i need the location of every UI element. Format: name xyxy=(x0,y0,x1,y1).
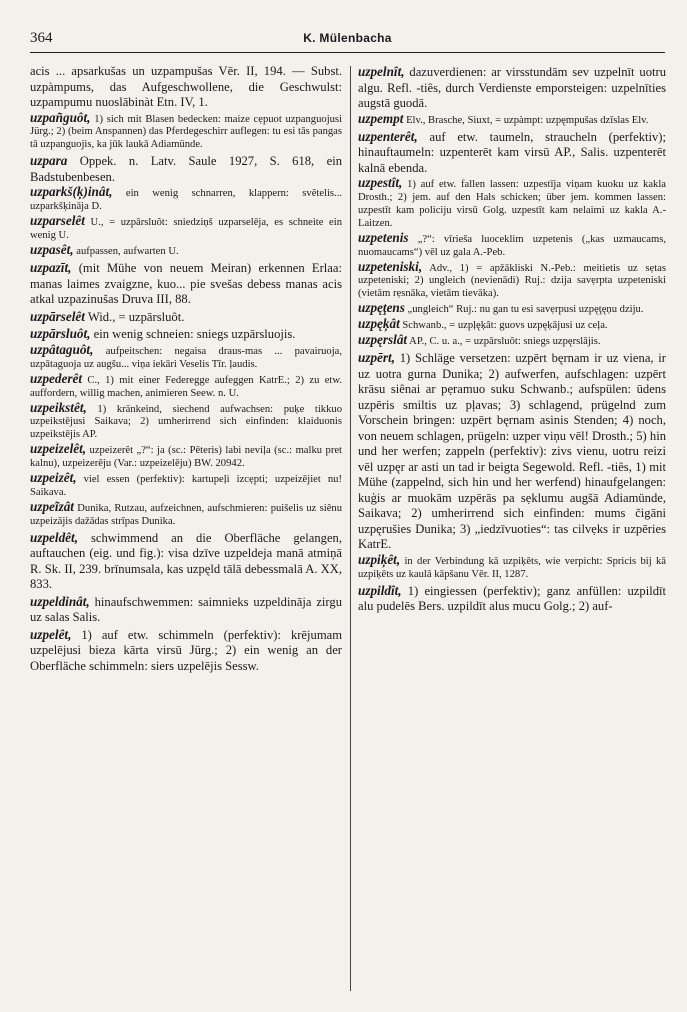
entry-headword: uzpenterêt, xyxy=(358,128,418,144)
entry-body: Adv., 1) = apžākliski N.-Peb.: meitietis uz sẹtas uzpeteniski; 2) ungleich (nevienādi) Ruj.: dzija savẹrpta uzpeteniski (vietām rẹsnāka, vietām tievāka). xyxy=(358,262,666,300)
entry-body: U., = uzpārsluôt: sniedziņš uzparselēja, es schneite ein wenig U. xyxy=(30,217,342,242)
entry-body: AP., C. u. a., = uzpārsluôt: sniegs uzpęrslājis. xyxy=(407,336,601,348)
entry-headword: uzpęţens xyxy=(358,300,405,316)
entry-body: (mit Mühe von neuem Meiran) erkennen Erlaa: manas laimes zvaigzne, kuo... pie svešas debess manas acis atkal uzpazinušas Druva III, 88. xyxy=(30,261,342,306)
entry-headword: uzpārselêt xyxy=(30,308,85,324)
entry-body: „?“: vīriešа luoceklim uzpetenis („kas uzmaucams, nuomaucams“) vēl uz gala A.-Peb. xyxy=(358,233,666,258)
entry-body: ein wenig schneien: sniegs uzpārsluojis. xyxy=(90,327,296,342)
page-number: 364 xyxy=(30,30,53,46)
entry-body: 1) kränkeind, siechend aufwachsen: puķe tikkuo uzpeikstējusi Saikava; 2) umherirrend sich einfinden: klaiduonis uzpeikstējis AP. xyxy=(30,403,342,441)
dictionary-entry xyxy=(358,64,666,112)
entry-body: 1) eingiessen (perfektiv); ganz anfüllen: uzpildīt alu pudelēs Bers. uzpildīt alus mucu Golg.; 2) auf- xyxy=(358,583,666,614)
entry-body: 1) auf etw. schimmeln (perfektiv): krējumam uzpelējusi bieza kārta virsū Jürg.; 2) ein wenig an der Oberfläche schimmeln: siers uzpelējis Sessw. xyxy=(30,627,342,673)
dictionary-entry xyxy=(30,215,342,243)
dictionary-entry xyxy=(358,110,666,128)
entry-headword: uzpārsluôt, xyxy=(30,326,91,342)
entry-headword: uzpetenis xyxy=(358,229,409,245)
page-header xyxy=(30,30,665,53)
dictionary-entry xyxy=(358,318,666,333)
entry-body: schwimmend an die Oberfläche gelangen, auftauchen (eig. und fig.): visa dzīve uzpeldeja manā atmiņā R. Sk. II, 239. brīnumsala, kas uzpęld tālā debessmalā A. XX, 833. xyxy=(30,530,342,592)
entry-headword: uzparselêt xyxy=(30,213,85,229)
dictionary-entry xyxy=(358,350,666,553)
dictionary-entry xyxy=(358,229,666,260)
dictionary-entry xyxy=(358,583,666,615)
dictionary-entry xyxy=(30,443,342,471)
entry-headword: uzpâtaguôt, xyxy=(30,342,94,358)
entry-body: C., 1) mit einer Federegge aufeggen KatrE.; 2) zu etw. auffordern, willig machen, animieren Seew. n. U. xyxy=(30,374,342,399)
entry-headword: uzpara xyxy=(30,153,68,169)
entry-body: aufpeitschen: negaisa draus-mas ... pavairuoja, uzpātaguoja uz augšu... viņa iekāri Veselis Tīr. ļaudis. xyxy=(30,346,342,370)
entry-headword: uzpērt, xyxy=(358,350,396,366)
entry-body: aufpassen, aufwarten U. xyxy=(73,246,179,258)
dictionary-entry xyxy=(30,186,342,214)
dictionary-entry xyxy=(30,370,342,401)
dictionary-entry xyxy=(358,129,666,177)
entry-headword: uzpañguôt, xyxy=(30,109,91,125)
entry-body: „ungleich“ Ruj.: nu gan tu esi savẹrpusi uzpęţęņu dziju. xyxy=(404,304,644,316)
dictionary-entry xyxy=(358,302,666,317)
dictionary-entry xyxy=(30,594,342,626)
entry-headword: uzpeĩzât xyxy=(30,498,74,514)
dictionary-entry xyxy=(30,109,342,152)
entry-headword: uzpeteniski, xyxy=(358,258,423,274)
dictionary-entry xyxy=(358,177,666,230)
entry-headword: uzpelêt, xyxy=(30,626,72,642)
entry-body: 1) auf etw. fallen lassen: uzpestīja viņam kuoku uz kakla Drosth.; 2) jem. auf den Hals schicken; über jem. kommen lassen: uzpestīt kam policiju virsū Golg. uzpestīt kam nelaimi uz kakla A.-Laitzen. xyxy=(358,179,666,229)
dictionary-entry xyxy=(358,258,666,301)
dictionary-entry xyxy=(30,344,342,372)
entry-headword: uzpeldêt, xyxy=(30,529,78,545)
entry-body: Elv., Brasche, Siuxt, = uzpàmpt: uzpęmpušas dzīslas Elv. xyxy=(403,114,649,126)
entry-headword: uzpeizelêt, xyxy=(30,441,87,457)
dictionary-entry xyxy=(30,309,342,326)
entry-headword: uzpeldinât, xyxy=(30,593,90,609)
entry-body: Wid., = uzpārsluôt. xyxy=(84,309,185,324)
entry-body: Schwanb., = uzpļęķât: guovs uzpęķājusi uz ceļa. xyxy=(399,320,608,332)
dictionary-entry xyxy=(358,334,666,349)
entry-body: hinaufschwemmen: saimnieks uzpeldināja zirgu uz salas Salis. xyxy=(30,594,342,625)
dictionary-entry xyxy=(30,244,342,259)
dictionary-entry xyxy=(358,551,666,582)
right-column xyxy=(358,64,666,999)
entry-headword: uzpęrslât xyxy=(358,332,408,348)
entry-body: 1) Schläge versetzen: uzpērt bęrnam ir uz viena, ir uz uotra gurna Dunika; 2) aufwerfen, aufschlagen: uzpērt krāsu siênai ar pẹramuo suku Schwanb.; aufspülen: ūdens uzpēris smiltis uz pļavas; 3) schlagend, prügelnd zum Vorschein bringen: uzpērt bęrnam asinis Stenden; 4) noch, von neuem schlagen, prügeln: uzper viņu vēl! Drosth.; 5) hin und her werfen; zappeln (perfektiv): zivs vienu, uotru reizi vēl uzpęr ar asti un tad ir beigta Segewold. Refl. -tiês, 1) mit Mühe (zappelnd, sich hin und her werfend) hinaufgelangen: kuģis ar muokām uzpērās pa sẹklumu augšā Adiamünde, Saikava; 2) umherirrend sich einfinden: mums čigāni uzpęrušies Dunika; 3) „iedzīvuoties“: tas cilvẹks ir uzpēries KatrE. xyxy=(358,351,666,552)
dictionary-entry xyxy=(30,153,342,185)
entry-body: viel essen (perfektiv): kartupeļi izcẹpti; uzpeizējiet nu! Saikava. xyxy=(30,473,342,498)
entry-headword: uzpeikstêt, xyxy=(30,399,87,415)
entry-body: Oppek. n. Latv. Saule 1927, S. 618, ein Badstubenbesen. xyxy=(30,154,342,184)
entry-headword: uzpasêt, xyxy=(30,242,74,258)
running-title: K. Mülenbacha xyxy=(303,31,392,45)
entry-body: in der Verbindung kā uzpiķēts, wie verpicht: Spricis bij kā uzpiķēts uz kaulā kāpšanu Vēr. II, 1287. xyxy=(358,555,666,580)
entry-body: dazuverdienen: ar virsstundām sev uzpelnīt uotru algu. Refl. -tiês, durch Verdienste emporsteigen: uzpelnīties augstā guodā. xyxy=(358,65,666,110)
entry-headword: uzpildît, xyxy=(358,582,402,598)
entry-body: Dunika, Rutzau, aufzeichnen, aufschmieren: puišelis uz siênu uzpeizājis dažādas strīpas Dunika. xyxy=(30,502,342,527)
dictionary-entry xyxy=(30,260,342,308)
entry-headword: uzpeizêt, xyxy=(30,469,77,485)
dictionary-entry xyxy=(30,627,342,675)
dictionary-entry xyxy=(30,64,342,111)
entry-headword: uzpelnît, xyxy=(358,64,405,79)
entry-headword: uzpiķêt, xyxy=(358,551,401,567)
column-divider xyxy=(350,66,351,991)
entry-body: uzpeizerêt „?“: ja (sc.: Pēteris) labi neviļa (sc.: malku pret kalnu), uzpeizerēju (Var.: uzpeizelēju) BW. 20942. xyxy=(30,445,342,469)
entry-headword: uzpestît, xyxy=(358,175,403,191)
entry-headword: uzparkš(ķ)inât, xyxy=(30,184,113,200)
dictionary-entry xyxy=(30,469,342,500)
entry-body: ein wenig schnarren, klappern: svẽtelis... uzparkšķināja D. xyxy=(30,188,342,213)
entry-body: acis ... apsarkušas un uzpampušas Vēr. II, 194. — Subst. uzpàmpums, das Aufgeschwollene, die Geschwulst: uzpampumu nuoslābinàt Etn. IV, 1. xyxy=(30,64,342,109)
dictionary-entry xyxy=(30,399,342,442)
entry-headword: uzpederêt xyxy=(30,370,83,386)
entry-body: auf etw. taumeln, straucheln (perfektiv); hinauftaumeln: uzpenterēt kam virsū AP., Salis. uzpenterēt kalnā ebenda. xyxy=(358,129,666,175)
entry-headword: uzpempt xyxy=(358,110,404,126)
left-column xyxy=(30,64,342,999)
dictionary-entry xyxy=(30,326,342,343)
entry-body: 1) sich mit Blasen bedecken: maize cẹpuot uzpanguojusi Jürg.; 2) (beim Anspannen) das Pferdegeschirr auflegen: tu esi tās pangas tā uzpanguojis, ka jūk laukā Adiamünde. xyxy=(30,113,342,151)
dictionary-entry xyxy=(30,530,342,593)
entry-headword: uzpęķât xyxy=(358,316,400,332)
entry-headword: uzpazīt, xyxy=(30,260,72,275)
dictionary-entry xyxy=(30,498,342,529)
